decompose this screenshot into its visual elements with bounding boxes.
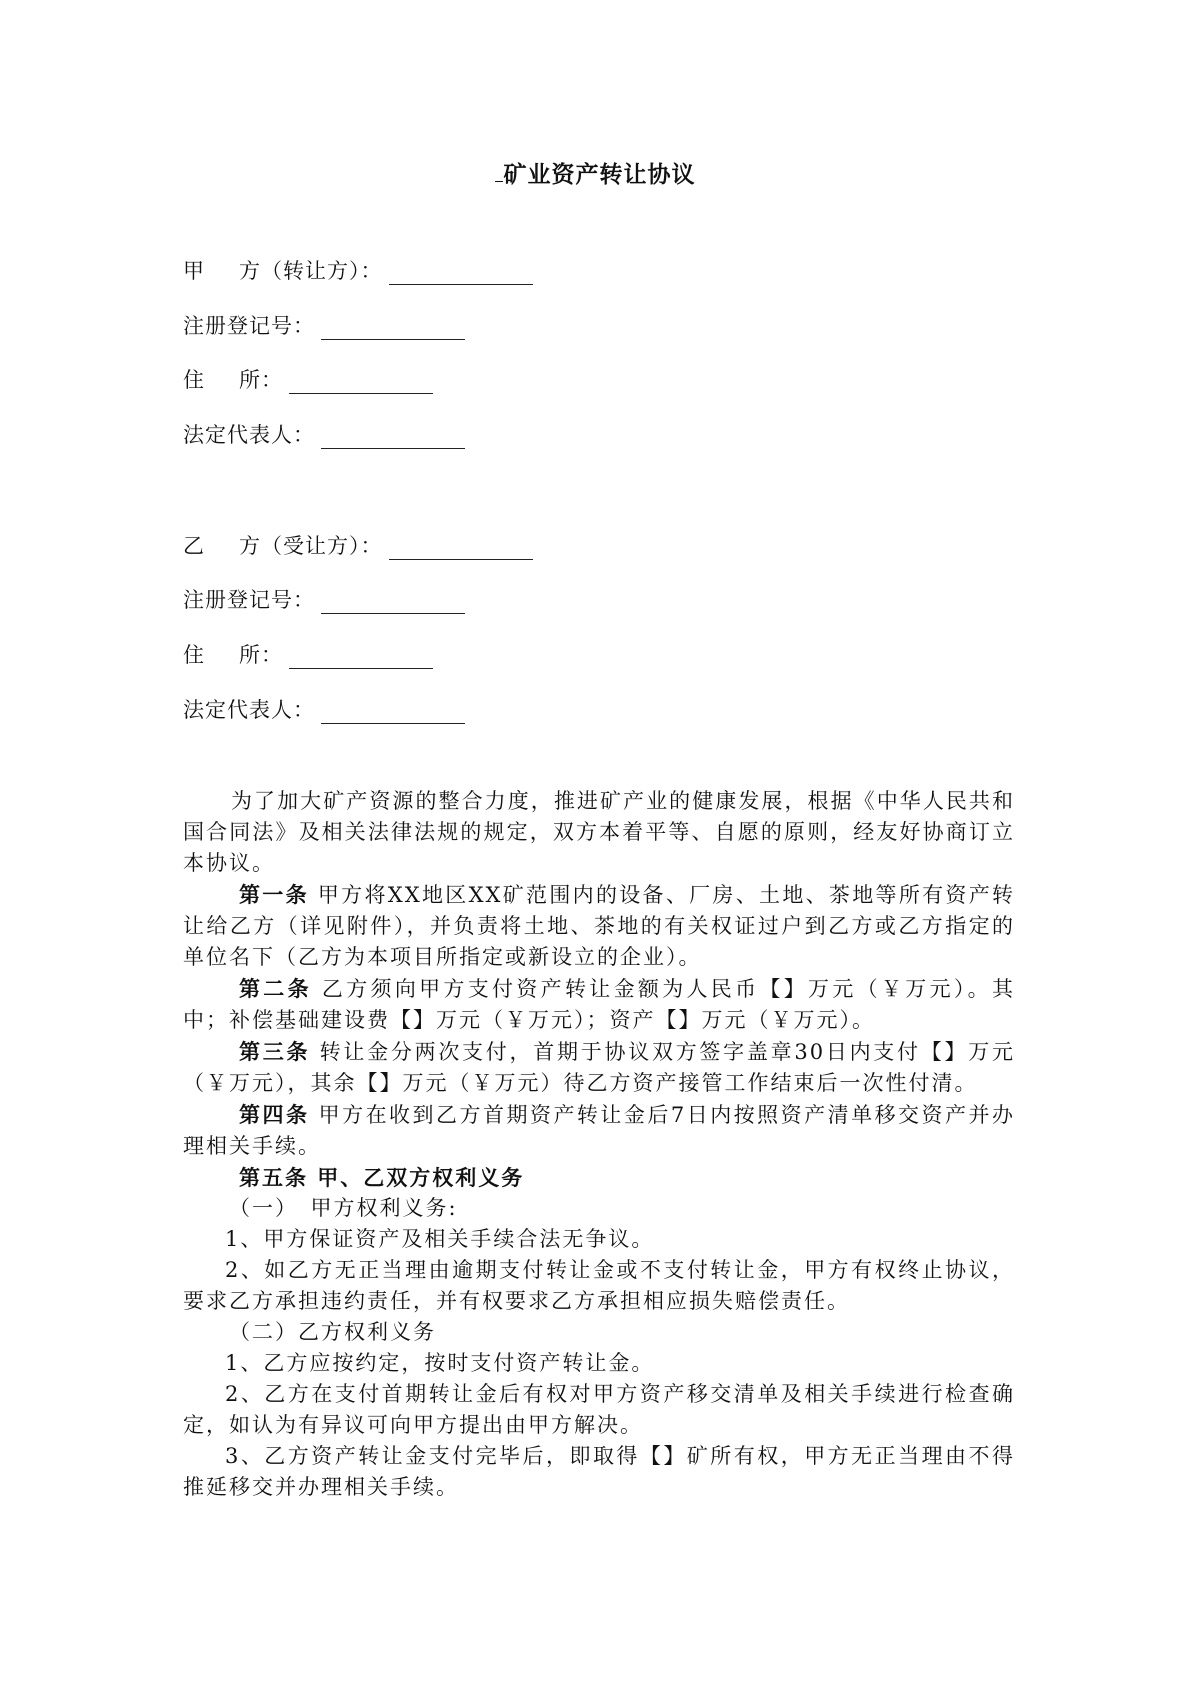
party-b-addr-label-1: 住 [183, 643, 205, 667]
article-1-paragraph [183, 879, 1015, 973]
article-1-text: 甲方将XX地区XX矿范围内的设备、厂房、土地、茶地等所有资产转让给乙方（详见附件），并负责将土地、茶地的有关权证过户到乙方或乙方指定的单位名下（乙方为本项目所指定或新设立的企业）。 [183, 883, 1016, 969]
section-a-item-2: 2、如乙方无正当理由逾期支付转让金或不支付转让金，甲方有权终止协议，要求乙方承担违约责任，并有权要求乙方承担相应损失赔偿责任。 [183, 1258, 1015, 1313]
article-3-label: 第三条 [239, 1039, 311, 1064]
party-b-reg-blank[interactable] [321, 591, 465, 614]
article-2-paragraph [183, 973, 1015, 1036]
party-a-reg-label: 注册登记号： [183, 314, 315, 338]
title-underline-mark [495, 161, 503, 182]
party-b-name-label-2: 方（受让方）： [239, 534, 383, 558]
document-title [0, 156, 1190, 189]
party-a-rep-label: 法定代表人： [183, 423, 315, 447]
article-2-text: 乙方须向甲方支付资产转让金额为人民币【】万元（￥万元）。其中；补偿基础建设费【】万元（￥万元）；资产【】万元（￥万元）。 [183, 977, 1015, 1032]
party-b-address-field [183, 641, 433, 669]
party-b-reg-label: 注册登记号： [183, 588, 315, 612]
section-b-item-3: 3、乙方资产转让金支付完毕后，即取得【】矿所有权，甲方无正当理由不得推延移交并办理相关手续。 [183, 1444, 1015, 1499]
preamble-paragraph: 为了加大矿产资源的整合力度，推进矿产业的健康发展，根据《中华人民共和国合同法》及相关法律法规的规定，双方本着平等、自愿的原则，经友好协商订立本协议。 [183, 789, 1015, 875]
article-1-label: 第一条 [239, 882, 309, 907]
section-b-item-1: 1、乙方应按约定，按时支付资产转让金。 [225, 1351, 655, 1375]
article-3-paragraph [183, 1036, 1015, 1099]
party-b-address-blank[interactable] [289, 646, 433, 669]
party-a-reg-field [183, 312, 465, 340]
party-a-reg-blank[interactable] [321, 317, 465, 340]
article-4-paragraph [183, 1099, 1015, 1162]
article-5-heading: 第五条 甲、乙双方权利义务 [239, 1165, 525, 1190]
party-a-name-field [183, 257, 533, 285]
agreement-body [183, 786, 1015, 1503]
party-a-name-label-1: 甲 [183, 259, 205, 283]
party-b-name-field [183, 532, 533, 560]
party-a-rep-blank[interactable] [321, 426, 465, 449]
party-a-rep-field [183, 421, 465, 449]
party-b-rep-blank[interactable] [321, 701, 465, 724]
article-2-label: 第二条 [239, 976, 312, 1001]
party-a-address-field [183, 366, 433, 394]
section-a-item-1: 1、甲方保证资产及相关手续合法无争议。 [225, 1227, 655, 1251]
party-a-name-label-2: 方（转让方）： [239, 259, 383, 283]
party-b-rep-label: 法定代表人： [183, 698, 315, 722]
article-4-label: 第四条 [239, 1102, 310, 1127]
section-b-item-2: 2、乙方在支付首期转让金后有权对甲方资产移交清单及相关手续进行检查确定，如认为有异议可向甲方提出由甲方解决。 [183, 1382, 1015, 1437]
party-b-addr-label-2: 所： [239, 643, 283, 667]
party-b-name-label-1: 乙 [183, 534, 205, 558]
party-a-name-blank[interactable] [389, 262, 533, 285]
article-3-text: 转让金分两次支付，首期于协议双方签字盖章30日内支付【】万元（￥万元），其余【】万元（￥万元）待乙方资产接管工作结束后一次性付清。 [183, 1040, 1015, 1095]
party-b-reg-field [183, 586, 465, 614]
title-text: 矿业资产转让协议 [503, 161, 696, 188]
section-b-heading: （二）乙方权利义务 [229, 1320, 436, 1344]
section-a-heading: （一） 甲方权利义务: [229, 1196, 458, 1220]
party-a-addr-label-1: 住 [183, 368, 205, 392]
party-a-address-blank[interactable] [289, 371, 433, 394]
article-4-text: 甲方在收到乙方首期资产转让金后7日内按照资产清单移交资产并办理相关手续。 [183, 1103, 1015, 1158]
party-a-addr-label-2: 所： [239, 368, 283, 392]
party-b-name-blank[interactable] [389, 537, 533, 560]
party-b-rep-field [183, 696, 465, 724]
